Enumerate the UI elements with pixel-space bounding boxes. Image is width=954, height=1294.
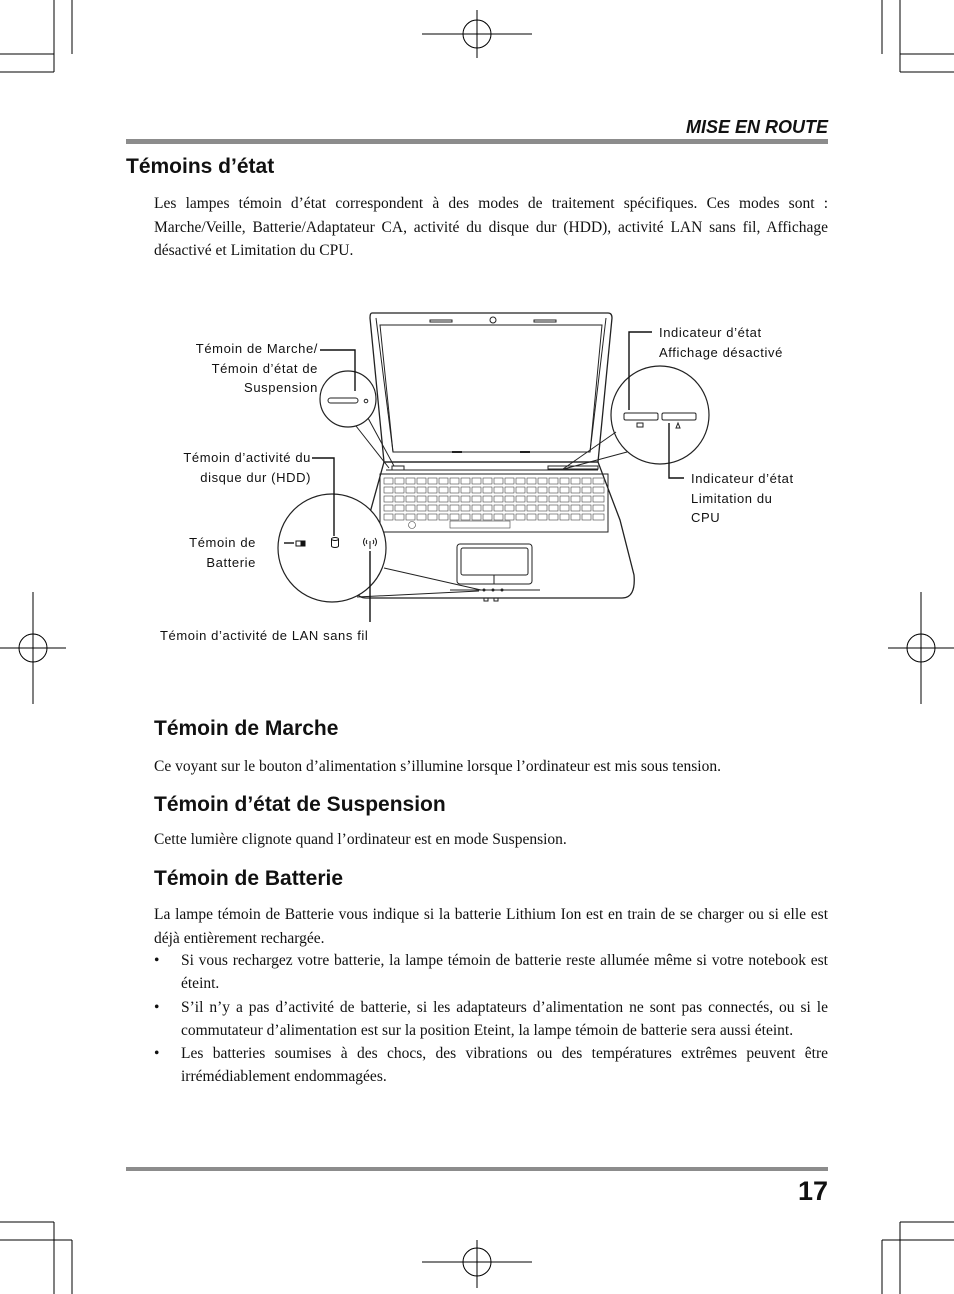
list-item: • S’il n’y a pas d’activité de batterie, si les adaptateurs d’alimentation ne sont pas connectés, ou si le commutateur d’alimentation est sur la position Eteint, la lampe témoin de batterie sera aussi éteint. bbox=[154, 996, 828, 1043]
section-title-suspend: Témoin d’état de Suspension bbox=[154, 793, 446, 816]
section-title-power: Témoin de Marche bbox=[154, 717, 339, 740]
callout-power-suspend: Témoin de Marche/ Témoin d’état de Suspension bbox=[195, 341, 318, 395]
callout-cpu-limit: Indicateur d’état Limitation du CPU bbox=[691, 471, 794, 525]
callout-battery: Témoin de Batterie bbox=[189, 535, 256, 570]
callout-hdd-activity: Témoin d’activité du disque dur (HDD) bbox=[183, 450, 311, 485]
section-text-battery: La lampe témoin de Batterie vous indique si la batterie Lithium Ion est en train de se charger ou si elle est déjà entièrement rechargée. bbox=[154, 906, 828, 947]
battery-bullet-list bbox=[154, 949, 828, 1089]
intro-paragraph: Les lampes témoin d’état correspondent à des modes de traitement spécifiques. Ces modes sont : Marche/Veille, Batterie/Adaptateur CA, activité du disque dur (HDD), activité LAN sans fil, Affichage désactivé et Limitation du CPU. bbox=[154, 195, 828, 259]
display-cpu-indicator-zoom-circle bbox=[611, 366, 709, 464]
section-text-suspend: Cette lumière clignote quand l’ordinateur est en mode Suspension. bbox=[154, 831, 567, 848]
list-item: • Les batteries soumises à des chocs, des vibrations ou des températures extrêmes peuvent être irrémédiablement endommagées. bbox=[154, 1042, 828, 1089]
section-header-label: MISE EN ROUTE bbox=[685, 117, 828, 137]
page-title: Témoins d’état bbox=[126, 155, 275, 178]
list-item: • Si vous rechargez votre batterie, la lampe témoin de batterie reste allumée même si votre notebook est éteint. bbox=[154, 949, 828, 996]
keyboard-keys bbox=[384, 478, 604, 529]
bullet-char: • bbox=[154, 998, 160, 1016]
section-text-power: Ce voyant sur le bouton d’alimentation s’illumine lorsque l’ordinateur est mis sous tension. bbox=[154, 758, 721, 775]
page-number: 17 bbox=[797, 1176, 828, 1206]
callout-display-off: Indicateur d’état Affichage désactivé bbox=[659, 325, 783, 360]
footer-rule bbox=[126, 1167, 828, 1171]
section-title-battery: Témoin de Batterie bbox=[154, 867, 344, 890]
bullet-char: • bbox=[154, 952, 160, 969]
callout-wlan-activity: Témoin d’activité de LAN sans fil bbox=[160, 628, 369, 643]
bullet-char: • bbox=[154, 1045, 160, 1063]
